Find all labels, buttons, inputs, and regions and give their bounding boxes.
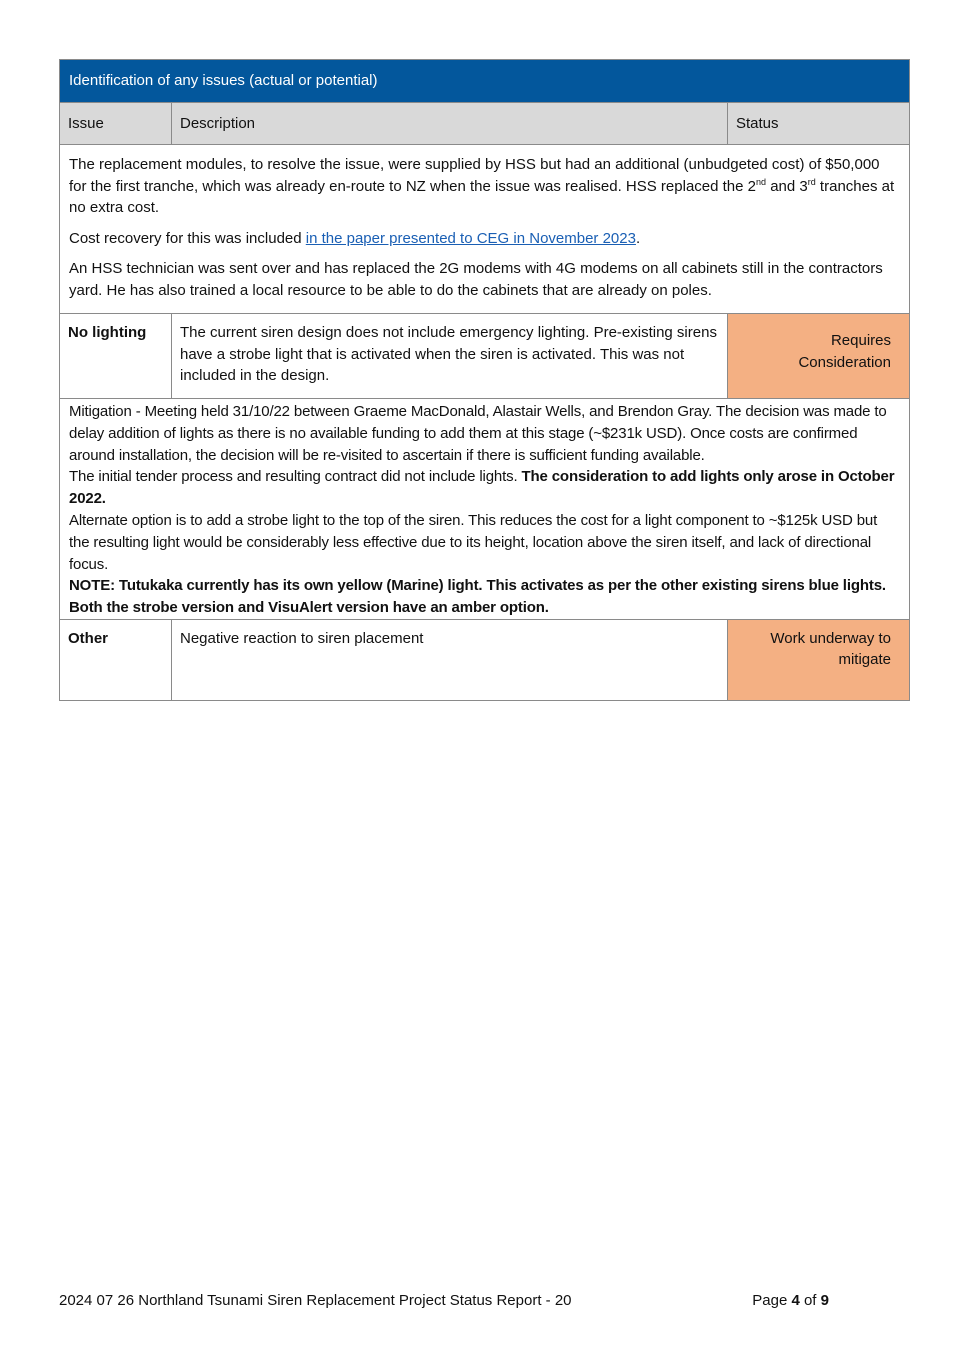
description-cell: The current siren design does not include emergency lighting. Pre-existing sirens have a strobe light that is activated when the siren is activated. This was not included in the design. <box>172 314 728 398</box>
mitigation-cell <box>60 399 909 619</box>
mitigation-row <box>60 399 909 620</box>
continuation-paragraph-2 <box>69 228 900 250</box>
mitigation-note: NOTE: Tutukaka currently has its own yellow (Marine) light. This activates as per the other existing sirens blue lights. Both the strobe version and VisuAlert version have an amber option. <box>69 577 886 617</box>
page-footer <box>59 1292 829 1309</box>
total-pages: 9 <box>820 1292 829 1309</box>
header-description: Description <box>172 103 728 144</box>
text: . <box>635 229 641 247</box>
ceg-paper-link[interactable]: in the paper presented to CEG in November 2023 <box>305 229 636 247</box>
superscript: nd <box>756 176 767 187</box>
header-status: Status <box>736 115 779 132</box>
text: of <box>799 1292 821 1309</box>
table-header-row <box>60 103 909 145</box>
footer-document-title: 2024 07 26 Northland Tsunami Siren Replacement Project Status Report - 20 <box>59 1292 572 1309</box>
text: and 3 <box>766 177 808 195</box>
continuation-cell <box>60 145 909 313</box>
issue-cell: Other <box>60 620 172 700</box>
text: The replacement modules, to resolve the issue, were supplied by HSS but had an additional (unbudgeted cost) of $50,000 for the first tranche, which was already en-route to NZ when the issue was realised. HSS replaced the 2 <box>69 156 880 195</box>
continuation-row <box>60 145 909 314</box>
description-cell: Negative reaction to siren placement <box>172 620 728 700</box>
text: The initial tender process and resulting contract did not include lights. <box>69 468 522 486</box>
mitigation-paragraph-1: Mitigation - Meeting held 31/10/22 between Graeme MacDonald, Alastair Wells, and Brendon Gray. The decision was made to delay addition of lights as there is no available funding to add them at this stage (~$231k USD). Once costs are confirmed around installation, the decision will be re-visited to ascertain if there is sufficient funding available. <box>69 403 887 464</box>
table-title: Identification of any issues (actual or potential) <box>60 60 909 103</box>
text: Page <box>752 1292 792 1309</box>
status-badge: Requires Consideration <box>728 314 909 398</box>
bold-text: The consideration to add lights only arose in October 2022. <box>69 468 895 508</box>
issues-table <box>59 59 910 701</box>
status-badge: Work underway to mitigate <box>728 620 909 700</box>
superscript: rd <box>807 176 816 187</box>
header-issue: Issue <box>60 103 172 144</box>
continuation-paragraph-3: An HSS technician was sent over and has replaced the 2G modems with 4G modems on all cabinets still in the contractors yard. He has also trained a local resource to be able to do the cabinets that are already on poles. <box>69 260 883 299</box>
mitigation-paragraph-2 <box>69 466 900 510</box>
table-row-no-lighting <box>60 314 909 399</box>
continuation-paragraph-1 <box>69 154 900 219</box>
mitigation-paragraph-3: Alternate option is to add a strobe light to the top of the siren. This reduces the cost for a light component to ~$125k USD but the resulting light would be considerably less effective due to its height, location above the siren itself, and lack of directional focus. <box>69 511 878 573</box>
table-row-other <box>60 620 909 700</box>
page-number <box>752 1292 829 1309</box>
text: Cost recovery for this was included <box>69 229 306 247</box>
text: tranches at no extra cost. <box>69 177 895 216</box>
issue-cell: No lighting <box>60 314 172 398</box>
current-page: 4 <box>791 1292 800 1309</box>
